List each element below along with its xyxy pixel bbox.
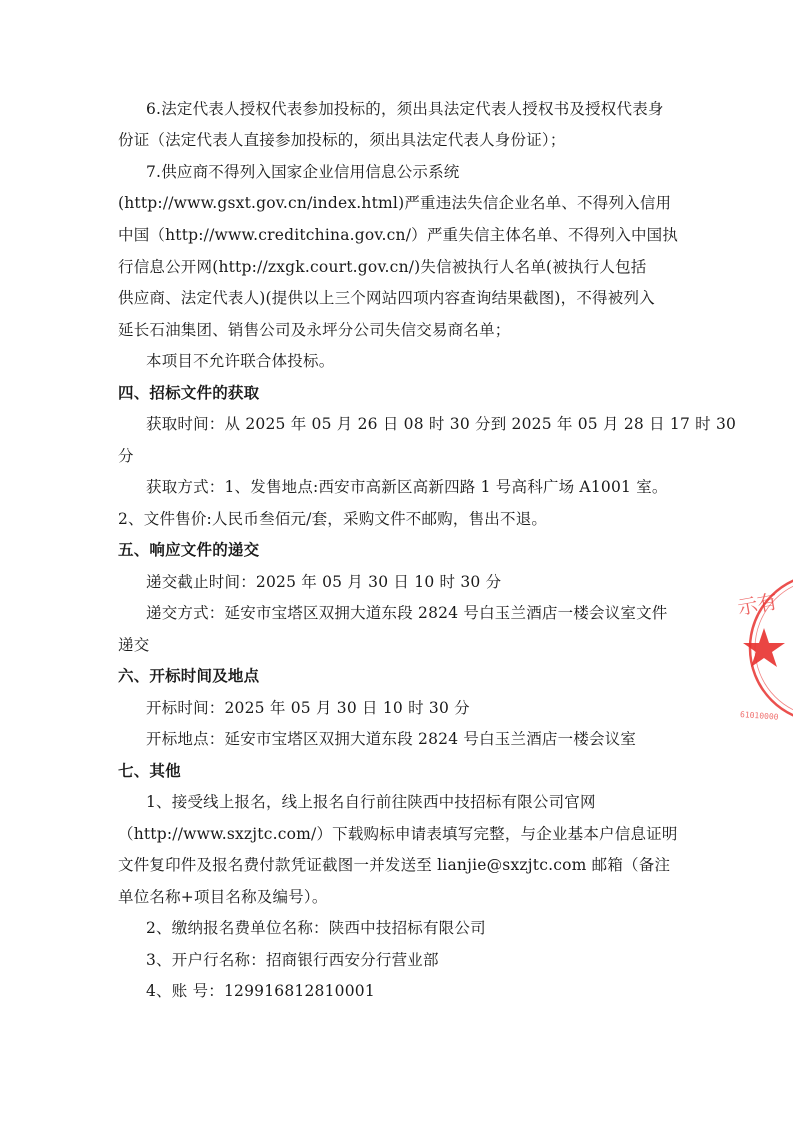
section-6-heading: 六、开标时间及地点 — [118, 666, 260, 685]
bank-name: 3、开户行名称：招商银行西安分行营业部 — [146, 951, 439, 969]
opening-location: 开标地点：延安市宝塔区双拥大道东段 2824 号白玉兰酒店一楼会议室 — [146, 730, 637, 748]
submit-deadline: 递交截止时间：2025 年 05 月 30 日 10 时 30 分 — [146, 573, 502, 591]
svg-text:示有: 示有 — [735, 589, 780, 620]
acquire-time-line-2: 分 — [118, 447, 134, 465]
item-7-line-6: 延长石油集团、销售公司及永坪分公司失信交易商名单； — [118, 321, 511, 339]
item-7-line-4: 行信息公开网(http://zxgk.court.gov.cn/)失信被执行人名单(被执行人包括 — [118, 258, 647, 276]
item-7-line-5: 供应商、法定代表人)(提供以上三个网站四项内容查询结果截图)，不得被列入 — [118, 289, 655, 307]
official-seal-stamp — [724, 568, 793, 728]
item-7-line-3: 中国（http://www.creditchina.gov.cn/）严重失信主体名单、不得列入中国执 — [118, 226, 679, 244]
submit-method-line-2: 递交 — [118, 636, 150, 654]
item-6-line-2: 份证（法定代表人直接参加投标的，须出具法定代表人身份证）； — [118, 131, 566, 149]
submit-method-line-1: 递交方式：延安市宝塔区双拥大道东段 2824 号白玉兰酒店一楼会议室文件 — [146, 604, 668, 622]
online-registration-line-1: 1、接受线上报名，线上报名自行前往陕西中技招标有限公司官网 — [146, 793, 596, 811]
account-number: 4、账 号：129916812810001 — [146, 982, 375, 1000]
svg-text:61010000: 61010000 — [739, 710, 779, 722]
online-registration-line-2: （http://www.sxzjtc.com/）下载购标申请表填写完整，与企业基本户信息证明 — [118, 825, 678, 843]
section-7-heading: 七、其他 — [118, 761, 181, 780]
item-6-line-1: 6.法定代表人授权代表参加投标的，须出具法定代表人授权书及授权代表身 — [146, 100, 664, 118]
payee-name: 2、缴纳报名费单位名称：陕西中技招标有限公司 — [146, 919, 486, 937]
acquire-method-line-2: 2、文件售价:人民币叁佰元/套，采购文件不邮购，售出不退。 — [118, 510, 548, 528]
item-7-line-1: 7.供应商不得列入国家企业信用信息公示系统 — [146, 163, 460, 181]
item-7-line-2: (http://www.gsxt.gov.cn/index.html)严重违法失信企业名单、不得列入信用 — [118, 194, 672, 212]
acquire-method-line-1: 获取方式：1、发售地点:西安市高新区高新四路 1 号高科广场 A1001 室。 — [146, 478, 668, 496]
section-4-heading: 四、招标文件的获取 — [118, 383, 260, 402]
online-registration-line-3: 文件复印件及报名费付款凭证截图一并发送至 lianjie@sxzjtc.com 邮箱（备注 — [118, 856, 671, 874]
no-consortium-text: 本项目不允许联合体投标。 — [146, 352, 335, 370]
acquire-time-line-1: 获取时间：从 2025 年 05 月 26 日 08 时 30 分到 2025 年 05 月 28 日 17 时 30 — [146, 415, 737, 433]
section-5-heading: 五、响应文件的递交 — [118, 540, 260, 559]
opening-time: 开标时间：2025 年 05 月 30 日 10 时 30 分 — [146, 699, 470, 717]
online-registration-line-4: 单位名称+项目名称及编号）。 — [118, 888, 328, 906]
